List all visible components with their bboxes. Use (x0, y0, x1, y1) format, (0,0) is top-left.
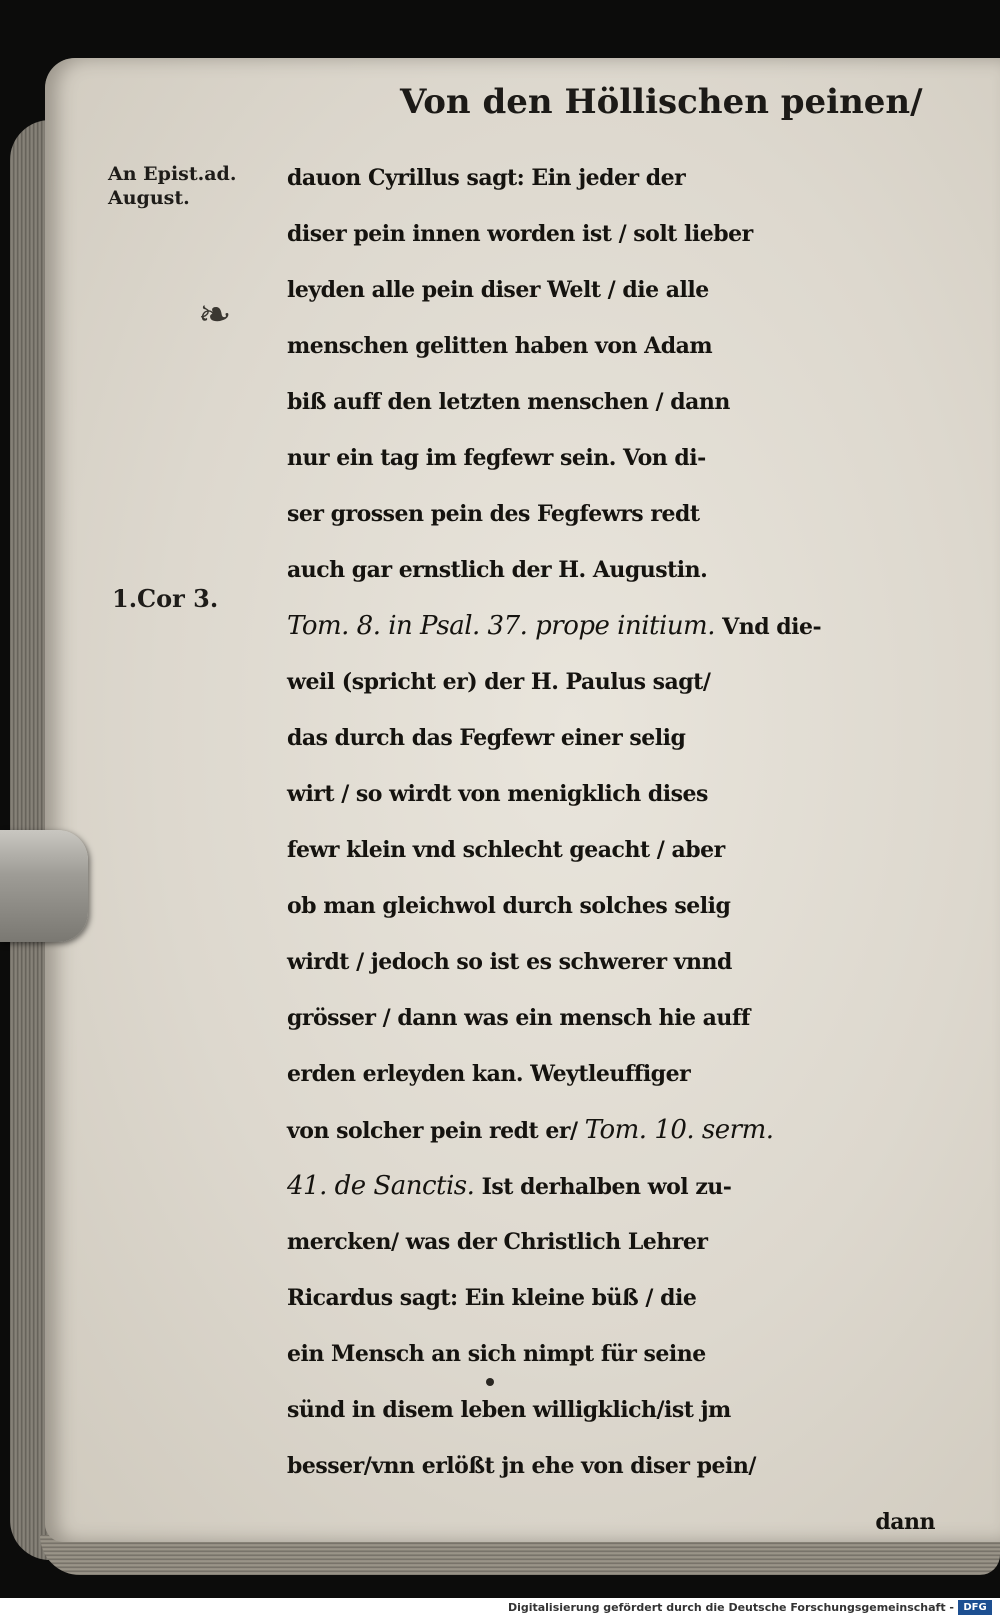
text-line: mercken/ was der Christlich Lehrer (287, 1229, 708, 1255)
body-text (287, 150, 947, 1550)
pointing-mark-icon: ❧ (198, 292, 232, 338)
dfg-logo: DFG (958, 1600, 992, 1615)
text-line: biß auff den letzten menschen / dann (287, 389, 730, 415)
text-line: fewr klein vnd schlecht geacht / aber (287, 837, 725, 863)
text-line: Ricardus sagt: Ein kleine büß / die (287, 1285, 697, 1311)
citation: 41. de Sanctis. (287, 1171, 475, 1201)
text-line: menschen gelitten haben von Adam (287, 333, 713, 359)
text-line: leyden alle pein diser Welt / die alle (287, 277, 709, 303)
text-line: grösser / dann was ein mensch hie auff (287, 1005, 750, 1031)
text-line: erden erleyden kan. Weytleuffiger (287, 1061, 691, 1087)
ink-dot (486, 1378, 494, 1386)
text-line: weil (spricht er) der H. Paulus sagt/ (287, 669, 711, 695)
text-line: sünd in disem leben willigklich/ist jm (287, 1397, 731, 1423)
text-line: dauon Cyrillus sagt: Ein jeder der (287, 165, 686, 191)
text-line: ser grossen pein des Fegfewrs redt (287, 501, 700, 527)
text-line: nur ein tag im fegfewr sein. Von di- (287, 445, 706, 471)
citation: Tom. 10. serm. (584, 1115, 774, 1145)
running-header: Von den Höllischen peinen/ (400, 82, 923, 122)
funding-credit: Digitalisierung gefördert durch die Deutsche Forschungsgemeinschaft - (507, 1601, 954, 1614)
text-line: wirdt / jedoch so ist es schwerer vnnd (287, 949, 732, 975)
margin-note-epist: An Epist.ad. August. (108, 163, 237, 209)
text-line: das durch das Fegfewr einer selig (287, 725, 686, 751)
text-line: diser pein innen worden ist / solt lieber (287, 221, 753, 247)
text-line: 41. de Sanctis. Ist derhalben wol zu- (287, 1171, 732, 1201)
catchword: dann (875, 1509, 935, 1535)
citation: Tom. 8. in Psal. 37. prope initium. (287, 611, 715, 641)
text-line: besser/vnn erlößt jn ehe von diser pein/ (287, 1453, 756, 1479)
text-line: Tom. 8. in Psal. 37. prope initium. Vnd die- (287, 611, 822, 641)
text-line: wirt / so wirdt von menigklich dises (287, 781, 708, 807)
text-line: ob man gleichwol durch solches selig (287, 893, 731, 919)
text-line: von solcher pein redt er/ Tom. 10. serm. (287, 1115, 774, 1145)
margin-note-cor: 1.Cor 3. (112, 584, 219, 613)
book-clasp (0, 830, 88, 942)
text-line: auch gar ernstlich der H. Augustin. (287, 557, 708, 583)
text-line: ein Mensch an sich nimpt für seine (287, 1341, 706, 1367)
